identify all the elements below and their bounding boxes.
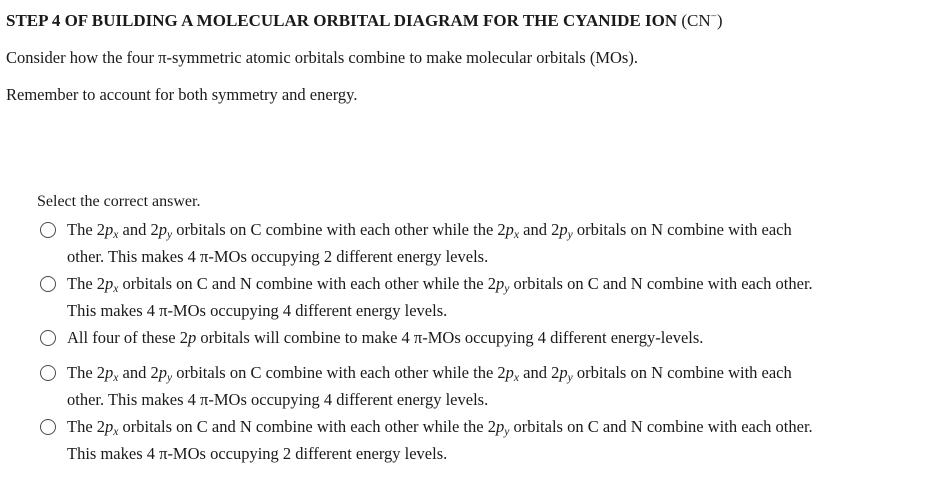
radio-button-3[interactable] xyxy=(40,330,56,346)
radio-button-4[interactable] xyxy=(40,365,56,381)
select-answer-label: Select the correct answer. xyxy=(37,193,201,210)
answer-option-1-line-2: other. This makes 4 π-MOs occupying 2 different energy levels. xyxy=(67,247,489,266)
answer-option-4-text xyxy=(67,359,792,413)
answer-option-3-text xyxy=(67,324,703,351)
radio-button-2[interactable] xyxy=(40,276,56,292)
answer-option-4[interactable] xyxy=(40,363,900,413)
title-ion: (CN−) xyxy=(681,10,723,30)
answer-option-5-line-1: The $2p_x$ orbitals on C and N combine with each other while the $2p_y$ orbitals on C and N combine with each other. xyxy=(67,417,813,438)
answer-option-5-line-2: This makes 4 π-MOs occupying 2 different energy levels. xyxy=(67,444,448,463)
answer-option-4-line-2: other. This makes 4 π-MOs occupying 4 different energy levels. xyxy=(67,390,489,409)
answer-option-2-text xyxy=(67,270,813,324)
answer-option-2-line-1: The $2p_x$ orbitals on C and N combine with each other while the $2p_y$ orbitals on C and N combine with each other. xyxy=(67,274,813,295)
answer-option-1-text xyxy=(67,216,792,270)
radio-button-1[interactable] xyxy=(40,222,56,238)
answer-option-1-line-1: The $2p_x$ and $2p_y$ orbitals on C combine with each other while the $2p_x$ and $2p_y$ orbitals on N combine with each xyxy=(67,220,792,241)
answer-option-4-line-1: The $2p_x$ and $2p_y$ orbitals on C combine with each other while the $2p_x$ and $2p_y$ orbitals on N combine with each xyxy=(67,363,792,384)
title-main: STEP 4 OF BUILDING A MOLECULAR ORBITAL DIAGRAM FOR THE CYANIDE ION xyxy=(6,11,678,30)
answer-option-3-line-1: All four of these 2p orbitals will combine to make 4 π-MOs occupying 4 different energy-levels. xyxy=(67,328,704,347)
answer-option-5-text xyxy=(67,413,813,467)
answer-option-2[interactable] xyxy=(40,274,900,324)
radio-button-5[interactable] xyxy=(40,419,56,435)
answer-option-2-line-2: This makes 4 π-MOs occupying 4 different energy levels. xyxy=(67,301,448,320)
page-title xyxy=(6,10,723,32)
intro-text-reminder: Remember to account for both symmetry and energy. xyxy=(6,85,358,104)
answer-option-5[interactable] xyxy=(40,417,900,467)
answer-option-3[interactable] xyxy=(40,328,900,351)
intro-text: Consider how the four π-symmetric atomic orbitals combine to make molecular orbitals (MOs). xyxy=(6,48,638,67)
answer-option-1[interactable] xyxy=(40,220,900,270)
